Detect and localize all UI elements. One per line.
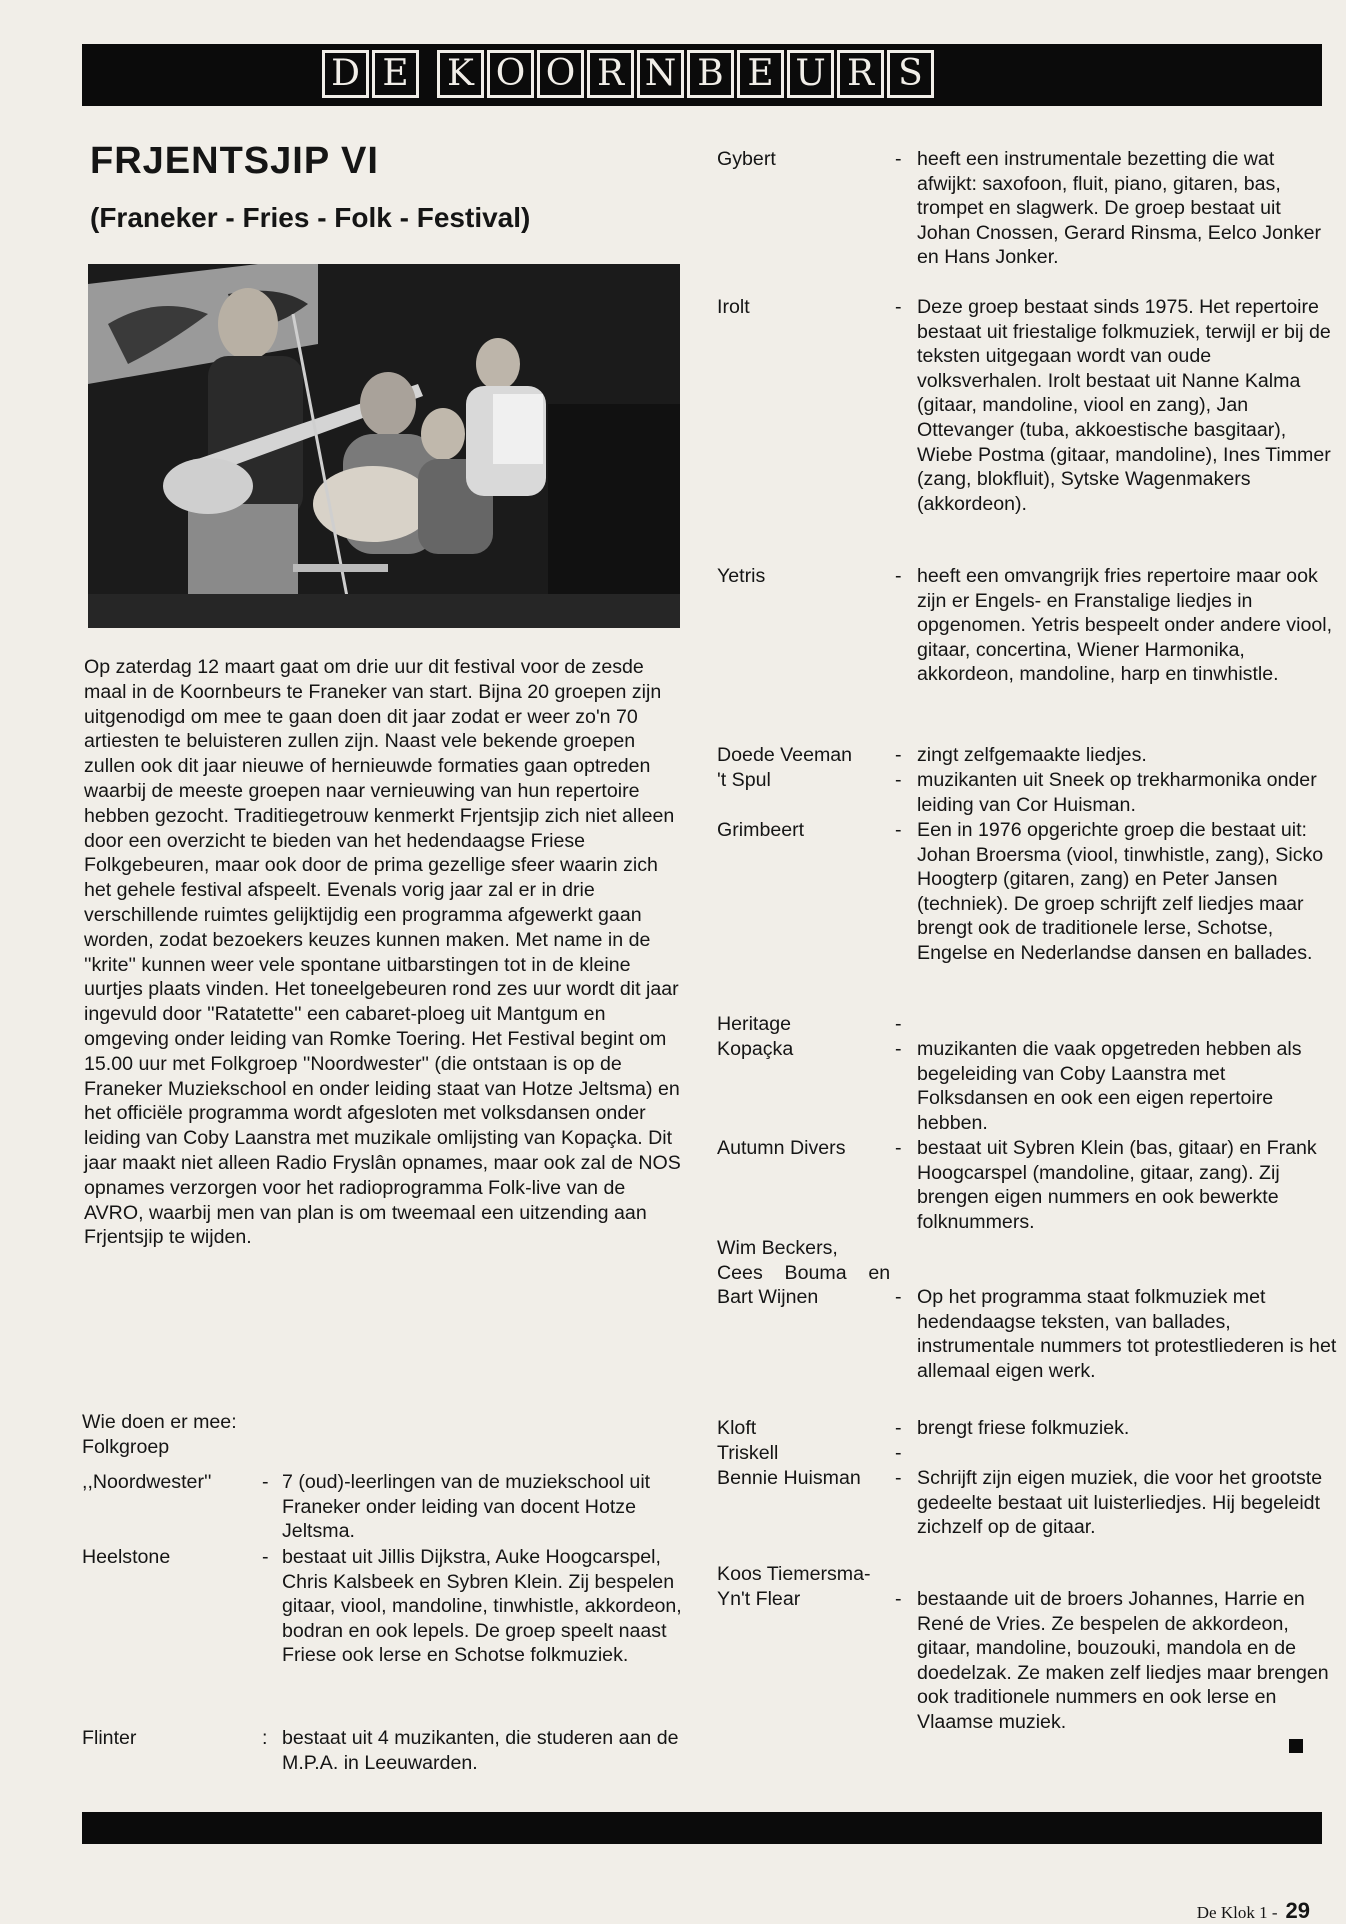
- group-description: heeft een omvangrijk fries repertoire maar ook zijn er Engels- en Franstalige liedjes in opgenomen. Yetris bespeelt onder andere viool, gitaar, concertina, Wiener Harmonika, akkordeon, mandoline, harp en tinwhistle.: [917, 565, 1333, 686]
- group-name: Bennie Huisman: [717, 1467, 861, 1489]
- group-separator: -: [895, 744, 902, 766]
- group-name: Kopaçka: [717, 1038, 794, 1060]
- page-footer: [1197, 1898, 1310, 1924]
- group-description: Een in 1976 opgerichte groep die bestaat uit: Johan Broersma (viool, tinwhistle, zang), Sicko Hoogterp (gitaren, zang) en Peter Jansen (techniek). De groep schrijft zelf liedjes maar brengt ook de traditionele lerse, Schotse, Engelse en Nederlandse dansen en ballades.: [917, 819, 1324, 964]
- group-name: 't Spul: [717, 769, 771, 791]
- banner-letter: O: [487, 50, 534, 98]
- group-name: Heelstone: [82, 1546, 171, 1568]
- group-name: Irolt: [717, 296, 750, 318]
- banner-title: [322, 50, 937, 100]
- group-separator: -: [895, 296, 902, 318]
- group-description: bestaat uit 4 muzikanten, die studeren aan de M.P.A. in Leeuwarden.: [282, 1727, 679, 1774]
- group-separator: -: [262, 1546, 269, 1568]
- end-mark: [1289, 1739, 1303, 1753]
- group-separator: -: [895, 1467, 902, 1489]
- group-description: Schrijft zijn eigen muziek, die voor het grootste gedeelte bestaat uit luisterliedjes. Hij begeleidt zichzelf op de gitaar.: [917, 1467, 1323, 1539]
- article-title: FRJENTSJIP VI: [90, 140, 379, 182]
- banner-letter: D: [322, 50, 369, 98]
- banner-letter: U: [787, 50, 834, 98]
- group-name: Doede Veeman: [717, 744, 853, 766]
- group-separator: -: [895, 565, 902, 587]
- group-description: 7 (oud)-leerlingen van de muziekschool uit Franeker onder leiding van docent Hotze Jeltsma.: [282, 1471, 651, 1543]
- group-separator: -: [262, 1471, 269, 1493]
- banner-letter: E: [372, 50, 419, 98]
- group-description: heeft een instrumentale bezetting die wat afwijkt: saxofoon, fluit, piano, gitaren, bas, trompet en slagwerk. De groep bestaat uit Johan Cnossen, Gerard Rinsma, Eelco Jonker en Hans Jonker.: [917, 148, 1322, 269]
- group-name: Flinter: [82, 1727, 137, 1749]
- group-separator: -: [895, 1417, 902, 1439]
- group-separator: -: [895, 769, 902, 791]
- banner-letter: N: [637, 50, 684, 98]
- group-separator: -: [895, 1442, 902, 1464]
- group-description: muzikanten die vaak opgetreden hebben als begeleiding van Coby Laanstra met Folksdansen en ook een eigen repertoire hebben.: [917, 1038, 1302, 1134]
- banner-letter: K: [437, 50, 484, 98]
- group-separator: -: [895, 1286, 902, 1308]
- group-separator: -: [895, 1588, 902, 1610]
- group-description: bestaande uit de broers Johannes, Harrie en René de Vries. Ze bespelen de akkordeon, gitaar, mandoline, bouzouki, mandola en de doedelzak. Ze maken zelf liedjes maar brengen ook traditionele nummers en ook lerse en Vlaamse muziek.: [917, 1588, 1329, 1733]
- group-name: Yetris: [717, 565, 766, 587]
- banner-letter: B: [687, 50, 734, 98]
- banner-letter: R: [587, 50, 634, 98]
- article-subtitle: (Franeker - Fries - Folk - Festival): [90, 202, 531, 233]
- participants-heading-line: Wie doen er mee: Folkgroep: [82, 1411, 237, 1458]
- group-description: bestaat uit Jillis Dijkstra, Auke Hoogcarspel, Chris Kalsbeek en Sybren Klein. Zij bespelen gitaar, viool, mandoline, tinwhistle, akkordeon, bodran en ook lepels. De groep speelt naast Friese ook lerse en Schotse folkmuziek.: [282, 1546, 682, 1667]
- group-name: Autumn Divers: [717, 1137, 846, 1159]
- group-name: Koos Tiemersma- Yn't Flear: [717, 1563, 871, 1610]
- group-description: brengt friese folkmuziek.: [917, 1417, 1130, 1439]
- group-description: zingt zelfgemaakte liedjes.: [917, 744, 1147, 766]
- group-separator: -: [895, 1137, 902, 1159]
- banner-letter: S: [887, 50, 934, 98]
- group-name: Kloft: [717, 1417, 757, 1439]
- group-name: Heritage: [717, 1013, 792, 1035]
- group-description: muzikanten uit Sneek op trekharmonika onder leiding van Cor Huisman.: [917, 769, 1317, 816]
- band-photo: [88, 264, 680, 628]
- participants-heading: [82, 1410, 237, 1460]
- group-name: Wim Beckers, Cees Bouma en Bart Wijnen: [717, 1237, 891, 1309]
- page-number: 29: [1285, 1898, 1310, 1923]
- group-separator: -: [895, 1013, 902, 1035]
- group-name: Grimbeert: [717, 819, 805, 841]
- banner-letter: R: [837, 50, 884, 98]
- banner-letter: E: [737, 50, 784, 98]
- group-separator: -: [895, 1038, 902, 1060]
- group-name: Triskell: [717, 1442, 779, 1464]
- group-description: Op het programma staat folkmuziek met hedendaagse teksten, van ballades, instrumentale nummers tot protestliederen is het allemaal eigen werk.: [917, 1286, 1337, 1382]
- group-description: bestaat uit Sybren Klein (bas, gitaar) en Frank Hoogcarspel (mandoline, gitaar, zang). Zij brengen eigen nummers en ook bewerkte folknummers.: [917, 1137, 1317, 1233]
- banner-letter: O: [537, 50, 584, 98]
- magazine-name: De Klok 1 -: [1196, 1903, 1278, 1922]
- footer-bar: [82, 1812, 1322, 1844]
- group-description: Deze groep bestaat sinds 1975. Het repertoire bestaat uit friestalige folkmuziek, terwijl er bij de teksten uitgegaan wordt van oude volksverhalen. Irolt bestaat uit Nanne Kalma (gitaar, mandoline, viool en zang), Jan Ottevanger (tuba, akkoestische basgitaar), Wiebe Postma (gitaar, mandoline), Ines Timmer (zang, blokfluit), Sytske Wagenmakers (akkordeon).: [917, 296, 1331, 515]
- group-name: Gybert: [717, 148, 776, 170]
- article-body: Op zaterdag 12 maart gaat om drie uur dit festival voor de zesde maal in de Koornbeurs te Franeker van start. Bijna 20 groepen zijn uitgenodigd om mee te gaan doen dit jaar zodat er weer zo'n 70 artiesten te beluisteren zullen zijn. Naast vele bekende groepen zullen ook dit jaar nieuwe of hernieuwde formaties gaan optreden waarbij de meeste groepen naar vernieuwing van hun repertoire hebben gezocht. Traditiegetrouw kenmerkt Frjentsjip zich niet alleen door een overzicht te bieden van het hedendaagse Friese Folkgebeuren, maar ook door de prima gezellige sfeer waarin zich het gehele festival afspeelt. Evenals vorig jaar zal er in drie verschillende ruimtes gelijktijdig een programma afgewerkt gaan worden, zodat bezoekers keuzes kunnen maken. Met name in de ''krite'' kunnen weer vele spontane uitbarstingen tot in de kleine uurtjes plaats vinden. Het toneelgebeuren rond zes uur wordt dit jaar ingevuld door ''Ratatette'' een cabaret-ploeg uit Mantgum en omgeving onder leiding van Romke Toering. Het Festival begint om 15.00 uur met Folkgroep ''Noordwester'' (die ontstaan is op de Franeker Muziekschool en onder leiding staat van Hotze Jeltsma) en het officiële programma wordt afgesloten met volksdansen onder leiding van Coby Laanstra met muzikale omlijsting van Kopaçka. Dit jaar maakt niet alleen Radio Fryslân opnames, maar ook zal de NOS opnames verzorgen voor het radioprogramma Folk-live van de AVRO, waarbij men van plan is om tweemaal een uitzending aan Frjentsjip te wijden.: [84, 656, 681, 1249]
- group-separator: -: [895, 148, 902, 170]
- group-name: ,,Noordwester'': [82, 1471, 212, 1493]
- group-separator: :: [262, 1727, 268, 1749]
- group-separator: -: [895, 819, 902, 841]
- header-banner: [82, 44, 1322, 106]
